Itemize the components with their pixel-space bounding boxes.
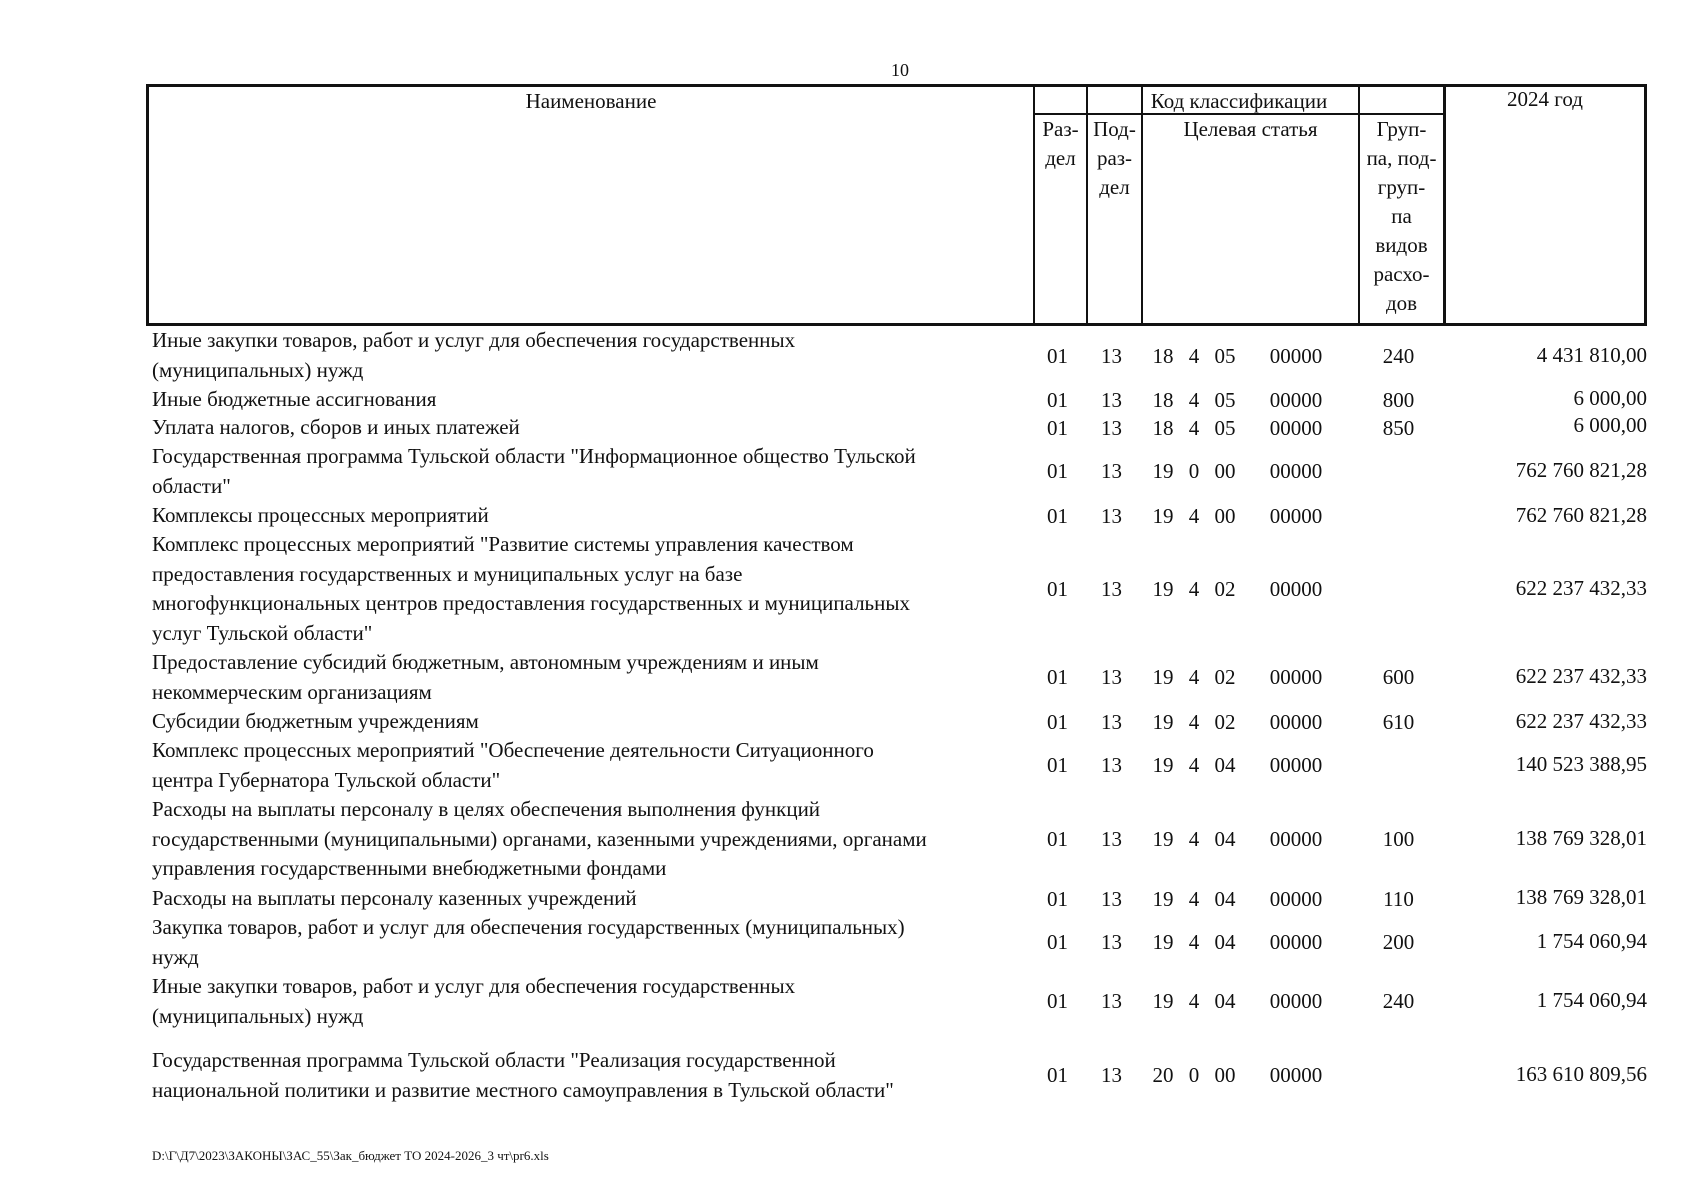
- row-subsection: 13: [1101, 827, 1122, 851]
- row-section: 01: [1047, 710, 1068, 734]
- row-target-direction: 00000: [1269, 344, 1323, 368]
- row-target-program: 19: [1152, 827, 1174, 851]
- column-divider: [1443, 87, 1446, 323]
- table-row: [146, 442, 1647, 501]
- row-expense-group: 610: [1382, 710, 1415, 734]
- row-target-program: 18: [1152, 344, 1174, 368]
- row-target-subprogram: 05: [1214, 388, 1236, 412]
- row-name: Иные закупки товаров, работ и услуг для обеспечения государственных (муниципальных) нужд: [152, 328, 796, 382]
- row-name: Комплекс процессных мероприятий "Развитие системы управления качеством предоставления государственных и муниципальных услуг на базе многофункциональных центров предоставления государственных и муниципальных услуг Тульской области": [152, 532, 910, 645]
- row-subsection: 13: [1101, 710, 1122, 734]
- row-target-direction: 00000: [1269, 1063, 1323, 1087]
- table-row: [146, 501, 1647, 530]
- row-target-direction: 00000: [1269, 416, 1323, 440]
- table-row: [146, 1046, 1647, 1105]
- row-expense-group: 240: [1382, 989, 1415, 1013]
- row-target-type: 4: [1188, 827, 1200, 851]
- row-target-subprogram: 02: [1214, 577, 1236, 601]
- row-target-subprogram: 05: [1214, 344, 1236, 368]
- row-target-program: 19: [1152, 930, 1174, 954]
- row-target-type: 4: [1188, 504, 1200, 528]
- row-amount: 138 769 328,01: [1515, 885, 1647, 909]
- row-target-subprogram: 02: [1214, 710, 1236, 734]
- table-header: [146, 84, 1647, 326]
- row-target-program: 19: [1152, 459, 1174, 483]
- row-section: 01: [1047, 827, 1068, 851]
- row-target-type: 4: [1188, 665, 1200, 689]
- row-amount: 1 754 060,94: [1536, 929, 1647, 953]
- header-section: Раз- дел: [1042, 117, 1079, 170]
- row-name: Уплата налогов, сборов и иных платежей: [152, 415, 520, 439]
- row-target-subprogram: 04: [1214, 887, 1236, 911]
- page-number: 10: [891, 60, 909, 80]
- table-row: [146, 707, 1647, 736]
- row-name: Расходы на выплаты персоналу в целях обеспечения выполнения функций государственными (муниципальными) органами, казенными учреждениями, органами управления государственными внебюджетными фондами: [152, 797, 927, 880]
- row-target-direction: 00000: [1269, 930, 1323, 954]
- header-year: 2024 год: [1507, 87, 1583, 111]
- file-path-footer: D:\Г\Д7\2023\ЗАКОНЫ\ЗАС_55\Зак_бюджет ТО 2024-2026_3 чт\pr6.xls: [152, 1148, 549, 1163]
- row-section: 01: [1047, 989, 1068, 1013]
- row-amount: 762 760 821,28: [1515, 458, 1647, 482]
- row-target-subprogram: 02: [1214, 665, 1236, 689]
- row-target-type: 4: [1188, 989, 1200, 1013]
- row-target-direction: 00000: [1269, 989, 1323, 1013]
- row-section: 01: [1047, 388, 1068, 412]
- row-target-program: 19: [1152, 577, 1174, 601]
- row-name: Государственная программа Тульской области "Реализация государственной национальной политики и развитие местного самоуправления в Тульской области": [152, 1048, 894, 1102]
- row-target-type: 4: [1188, 753, 1200, 777]
- table-row: [146, 326, 1647, 385]
- row-subsection: 13: [1101, 416, 1122, 440]
- row-amount: 138 769 328,01: [1515, 826, 1647, 850]
- row-target-subprogram: 05: [1214, 416, 1236, 440]
- row-subsection: 13: [1101, 344, 1122, 368]
- table-row: [146, 530, 1647, 648]
- row-name: Субсидии бюджетным учреждениям: [152, 709, 479, 733]
- row-target-direction: 00000: [1269, 577, 1323, 601]
- row-target-program: 19: [1152, 753, 1174, 777]
- row-target-type: 4: [1188, 930, 1200, 954]
- row-target-subprogram: 04: [1214, 827, 1236, 851]
- row-subsection: 13: [1101, 930, 1122, 954]
- header-expense-group: Груп- па, под- груп- па видов расхо- дов: [1366, 117, 1437, 315]
- header-code-group: Код классификации: [1150, 89, 1328, 113]
- row-target-program: 20: [1152, 1063, 1174, 1087]
- row-target-program: 19: [1152, 665, 1174, 689]
- row-subsection: 13: [1101, 459, 1122, 483]
- row-name: Комплекс процессных мероприятий "Обеспечение деятельности Ситуационного центра Губернатора Тульской области": [152, 738, 874, 792]
- table-row: [146, 648, 1647, 707]
- row-target-subprogram: 04: [1214, 930, 1236, 954]
- row-target-type: 4: [1188, 388, 1200, 412]
- table-row: [146, 795, 1647, 884]
- row-expense-group: 600: [1382, 665, 1415, 689]
- row-amount: 1 754 060,94: [1536, 988, 1647, 1012]
- row-target-type: 4: [1188, 710, 1200, 734]
- row-expense-group: 240: [1382, 344, 1415, 368]
- row-target-program: 18: [1152, 416, 1174, 440]
- row-target-program: 19: [1152, 710, 1174, 734]
- row-target-subprogram: 04: [1214, 989, 1236, 1013]
- table-row: [146, 385, 1647, 413]
- row-section: 01: [1047, 504, 1068, 528]
- row-name: Расходы на выплаты персоналу казенных учреждений: [152, 886, 637, 910]
- row-target-direction: 00000: [1269, 710, 1323, 734]
- row-target-type: 0: [1188, 1063, 1200, 1087]
- row-name: Государственная программа Тульской области "Информационное общество Тульской области": [152, 444, 916, 498]
- row-target-type: 0: [1188, 459, 1200, 483]
- row-subsection: 13: [1101, 989, 1122, 1013]
- row-expense-group: 100: [1382, 827, 1415, 851]
- row-target-direction: 00000: [1269, 827, 1323, 851]
- header-target-article: Целевая статья: [1183, 117, 1318, 141]
- row-amount: 6 000,00: [1573, 413, 1647, 437]
- row-subsection: 13: [1101, 388, 1122, 412]
- row-amount: 6 000,00: [1573, 386, 1647, 410]
- row-subsection: 13: [1101, 665, 1122, 689]
- row-target-direction: 00000: [1269, 388, 1323, 412]
- row-target-direction: 00000: [1269, 753, 1323, 777]
- row-target-type: 4: [1188, 416, 1200, 440]
- row-section: 01: [1047, 416, 1068, 440]
- row-subsection: 13: [1101, 504, 1122, 528]
- table-row: [146, 884, 1647, 913]
- row-target-type: 4: [1188, 887, 1200, 911]
- row-amount: 762 760 821,28: [1515, 503, 1647, 527]
- header-subsection: Под- раз- дел: [1093, 117, 1136, 199]
- row-amount: 4 431 810,00: [1536, 343, 1647, 367]
- row-section: 01: [1047, 930, 1068, 954]
- row-target-type: 4: [1188, 344, 1200, 368]
- row-subsection: 13: [1101, 753, 1122, 777]
- row-amount: 622 237 432,33: [1515, 709, 1647, 733]
- row-section: 01: [1047, 344, 1068, 368]
- row-subsection: 13: [1101, 577, 1122, 601]
- row-amount: 622 237 432,33: [1515, 664, 1647, 688]
- row-amount: 163 610 809,56: [1515, 1062, 1647, 1086]
- header-name: Наименование: [525, 89, 657, 113]
- row-target-subprogram: 00: [1214, 459, 1236, 483]
- table-row: [146, 413, 1647, 442]
- row-subsection: 13: [1101, 1063, 1122, 1087]
- row-section: 01: [1047, 887, 1068, 911]
- row-target-subprogram: 04: [1214, 753, 1236, 777]
- row-target-direction: 00000: [1269, 665, 1323, 689]
- row-section: 01: [1047, 1063, 1068, 1087]
- row-expense-group: 200: [1382, 930, 1415, 954]
- row-target-program: 19: [1152, 504, 1174, 528]
- row-target-program: 19: [1152, 989, 1174, 1013]
- row-target-direction: 00000: [1269, 459, 1323, 483]
- row-name: Иные закупки товаров, работ и услуг для обеспечения государственных (муниципальных) нужд: [152, 974, 796, 1028]
- row-section: 01: [1047, 577, 1068, 601]
- row-amount: 140 523 388,95: [1515, 752, 1647, 776]
- row-name: Комплексы процессных мероприятий: [152, 503, 489, 527]
- row-target-program: 18: [1152, 388, 1174, 412]
- row-target-program: 19: [1152, 887, 1174, 911]
- row-section: 01: [1047, 665, 1068, 689]
- row-target-type: 4: [1188, 577, 1200, 601]
- row-target-subprogram: 00: [1214, 1063, 1236, 1087]
- row-target-direction: 00000: [1269, 887, 1323, 911]
- table-row: [146, 972, 1647, 1031]
- row-name: Предоставление субсидий бюджетным, автономным учреждениям и иным некоммерческим организациям: [152, 650, 819, 704]
- row-subsection: 13: [1101, 887, 1122, 911]
- row-section: 01: [1047, 753, 1068, 777]
- row-target-direction: 00000: [1269, 504, 1323, 528]
- row-expense-group: 110: [1383, 887, 1414, 911]
- row-name: Закупка товаров, работ и услуг для обеспечения государственных (муниципальных) нужд: [152, 915, 905, 969]
- row-target-subprogram: 00: [1214, 504, 1236, 528]
- table-row: [146, 736, 1647, 795]
- row-expense-group: 800: [1382, 388, 1415, 412]
- row-section: 01: [1047, 459, 1068, 483]
- row-expense-group: 850: [1382, 416, 1415, 440]
- row-name: Иные бюджетные ассигнования: [152, 387, 437, 411]
- table-row: [146, 913, 1647, 972]
- row-amount: 622 237 432,33: [1515, 576, 1647, 600]
